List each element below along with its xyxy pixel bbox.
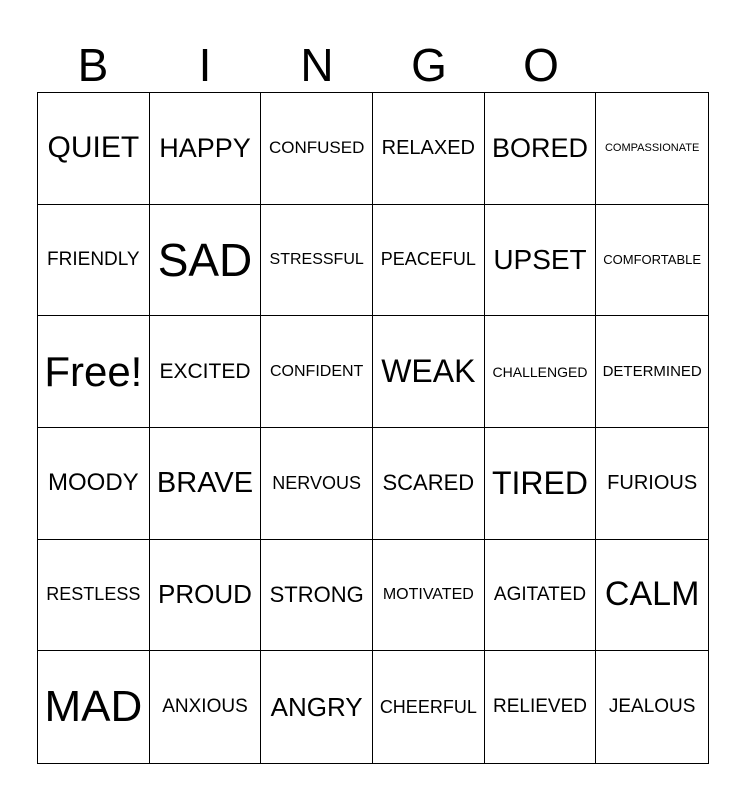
- bingo-cell-word: ANGRY: [270, 691, 363, 722]
- bingo-cell-word: TIRED: [491, 464, 588, 501]
- bingo-cell-word: DETERMINED: [602, 363, 702, 381]
- bingo-cell-word: Free!: [44, 347, 143, 395]
- bingo-cell[interactable]: [596, 205, 708, 317]
- bingo-cell-word: CHALLENGED: [492, 363, 588, 380]
- bingo-cell-word: WEAK: [381, 353, 476, 390]
- bingo-cell-word: CONFIDENT: [269, 362, 364, 380]
- bingo-cell[interactable]: [373, 651, 485, 763]
- bingo-cell[interactable]: [150, 540, 262, 652]
- bingo-cell[interactable]: [261, 205, 373, 317]
- bingo-cell[interactable]: [373, 93, 485, 205]
- bingo-cell[interactable]: [485, 428, 597, 540]
- header-letter-g: G: [411, 39, 447, 91]
- bingo-cell[interactable]: [596, 651, 708, 763]
- bingo-cell-word: BRAVE: [156, 466, 254, 499]
- bingo-cell[interactable]: [485, 540, 597, 652]
- bingo-cell-word: CONFUSED: [268, 138, 365, 158]
- bingo-cell[interactable]: [596, 316, 708, 428]
- bingo-cell[interactable]: [150, 428, 262, 540]
- header-letter-n: N: [300, 39, 334, 91]
- bingo-cell-word: SAD: [157, 233, 253, 286]
- bingo-cell-word: EXCITED: [159, 359, 251, 383]
- bingo-cell[interactable]: [38, 93, 150, 205]
- header-letter-b: B: [77, 39, 109, 91]
- bingo-cell-word: BORED: [491, 132, 588, 163]
- bingo-cell-word: QUIET: [47, 131, 140, 165]
- bingo-cell[interactable]: [261, 316, 373, 428]
- bingo-cell[interactable]: [38, 205, 150, 317]
- bingo-cell[interactable]: [485, 205, 597, 317]
- bingo-cell[interactable]: [485, 93, 597, 205]
- bingo-cell[interactable]: [38, 428, 150, 540]
- free-space-cell[interactable]: [38, 316, 150, 428]
- bingo-cell-word: ANXIOUS: [162, 696, 248, 718]
- bingo-cell-word: MOTIVATED: [382, 585, 474, 603]
- bingo-cell-word: UPSET: [493, 243, 587, 275]
- bingo-cell[interactable]: [373, 205, 485, 317]
- bingo-cell-word: MOODY: [47, 469, 139, 497]
- bingo-cell-word: SCARED: [382, 470, 475, 496]
- bingo-board: [37, 92, 709, 764]
- bingo-cell-word: CALM: [604, 575, 700, 614]
- bingo-cell-word: HAPPY: [159, 132, 251, 163]
- header-letter-i: I: [198, 39, 212, 91]
- bingo-cell[interactable]: [150, 205, 262, 317]
- bingo-cell[interactable]: [373, 540, 485, 652]
- bingo-cell[interactable]: [150, 93, 262, 205]
- bingo-cell[interactable]: [596, 428, 708, 540]
- bingo-cell[interactable]: [485, 651, 597, 763]
- bingo-cell[interactable]: [38, 651, 150, 763]
- bingo-cell[interactable]: [373, 428, 485, 540]
- bingo-cell-word: CHEERFUL: [379, 696, 477, 717]
- bingo-cell-word: COMFORTABLE: [603, 252, 702, 268]
- bingo-cell-word: COMPASSIONATE: [604, 142, 700, 155]
- bingo-cell-word: AGITATED: [493, 583, 587, 605]
- bingo-cell-word: RELAXED: [381, 136, 475, 159]
- bingo-cell-word: PROUD: [158, 579, 252, 610]
- bingo-cell-word: FRIENDLY: [47, 248, 140, 270]
- bingo-cell-word: RESTLESS: [46, 584, 141, 605]
- bingo-header: [37, 38, 709, 92]
- bingo-cell[interactable]: [261, 428, 373, 540]
- header-letter-o: O: [523, 39, 559, 91]
- bingo-cell-word: STRONG: [269, 581, 364, 607]
- bingo-cell[interactable]: [596, 93, 708, 205]
- bingo-cell-word: MAD: [44, 682, 143, 732]
- bingo-cell[interactable]: [38, 540, 150, 652]
- bingo-cell-word: PEACEFUL: [380, 249, 476, 270]
- bingo-cell[interactable]: [596, 540, 708, 652]
- bingo-cell[interactable]: [150, 316, 262, 428]
- bingo-cell[interactable]: [485, 316, 597, 428]
- bingo-cell-word: STRESSFUL: [269, 250, 364, 268]
- bingo-cell-word: FURIOUS: [607, 471, 698, 494]
- bingo-cell[interactable]: [373, 316, 485, 428]
- bingo-cell-word: JEALOUS: [608, 696, 696, 718]
- bingo-cell[interactable]: [261, 93, 373, 205]
- bingo-cell[interactable]: [261, 540, 373, 652]
- bingo-cell-word: NERVOUS: [272, 472, 361, 493]
- bingo-cell[interactable]: [261, 651, 373, 763]
- bingo-cell[interactable]: [150, 651, 262, 763]
- bingo-cell-word: RELIEVED: [493, 696, 587, 718]
